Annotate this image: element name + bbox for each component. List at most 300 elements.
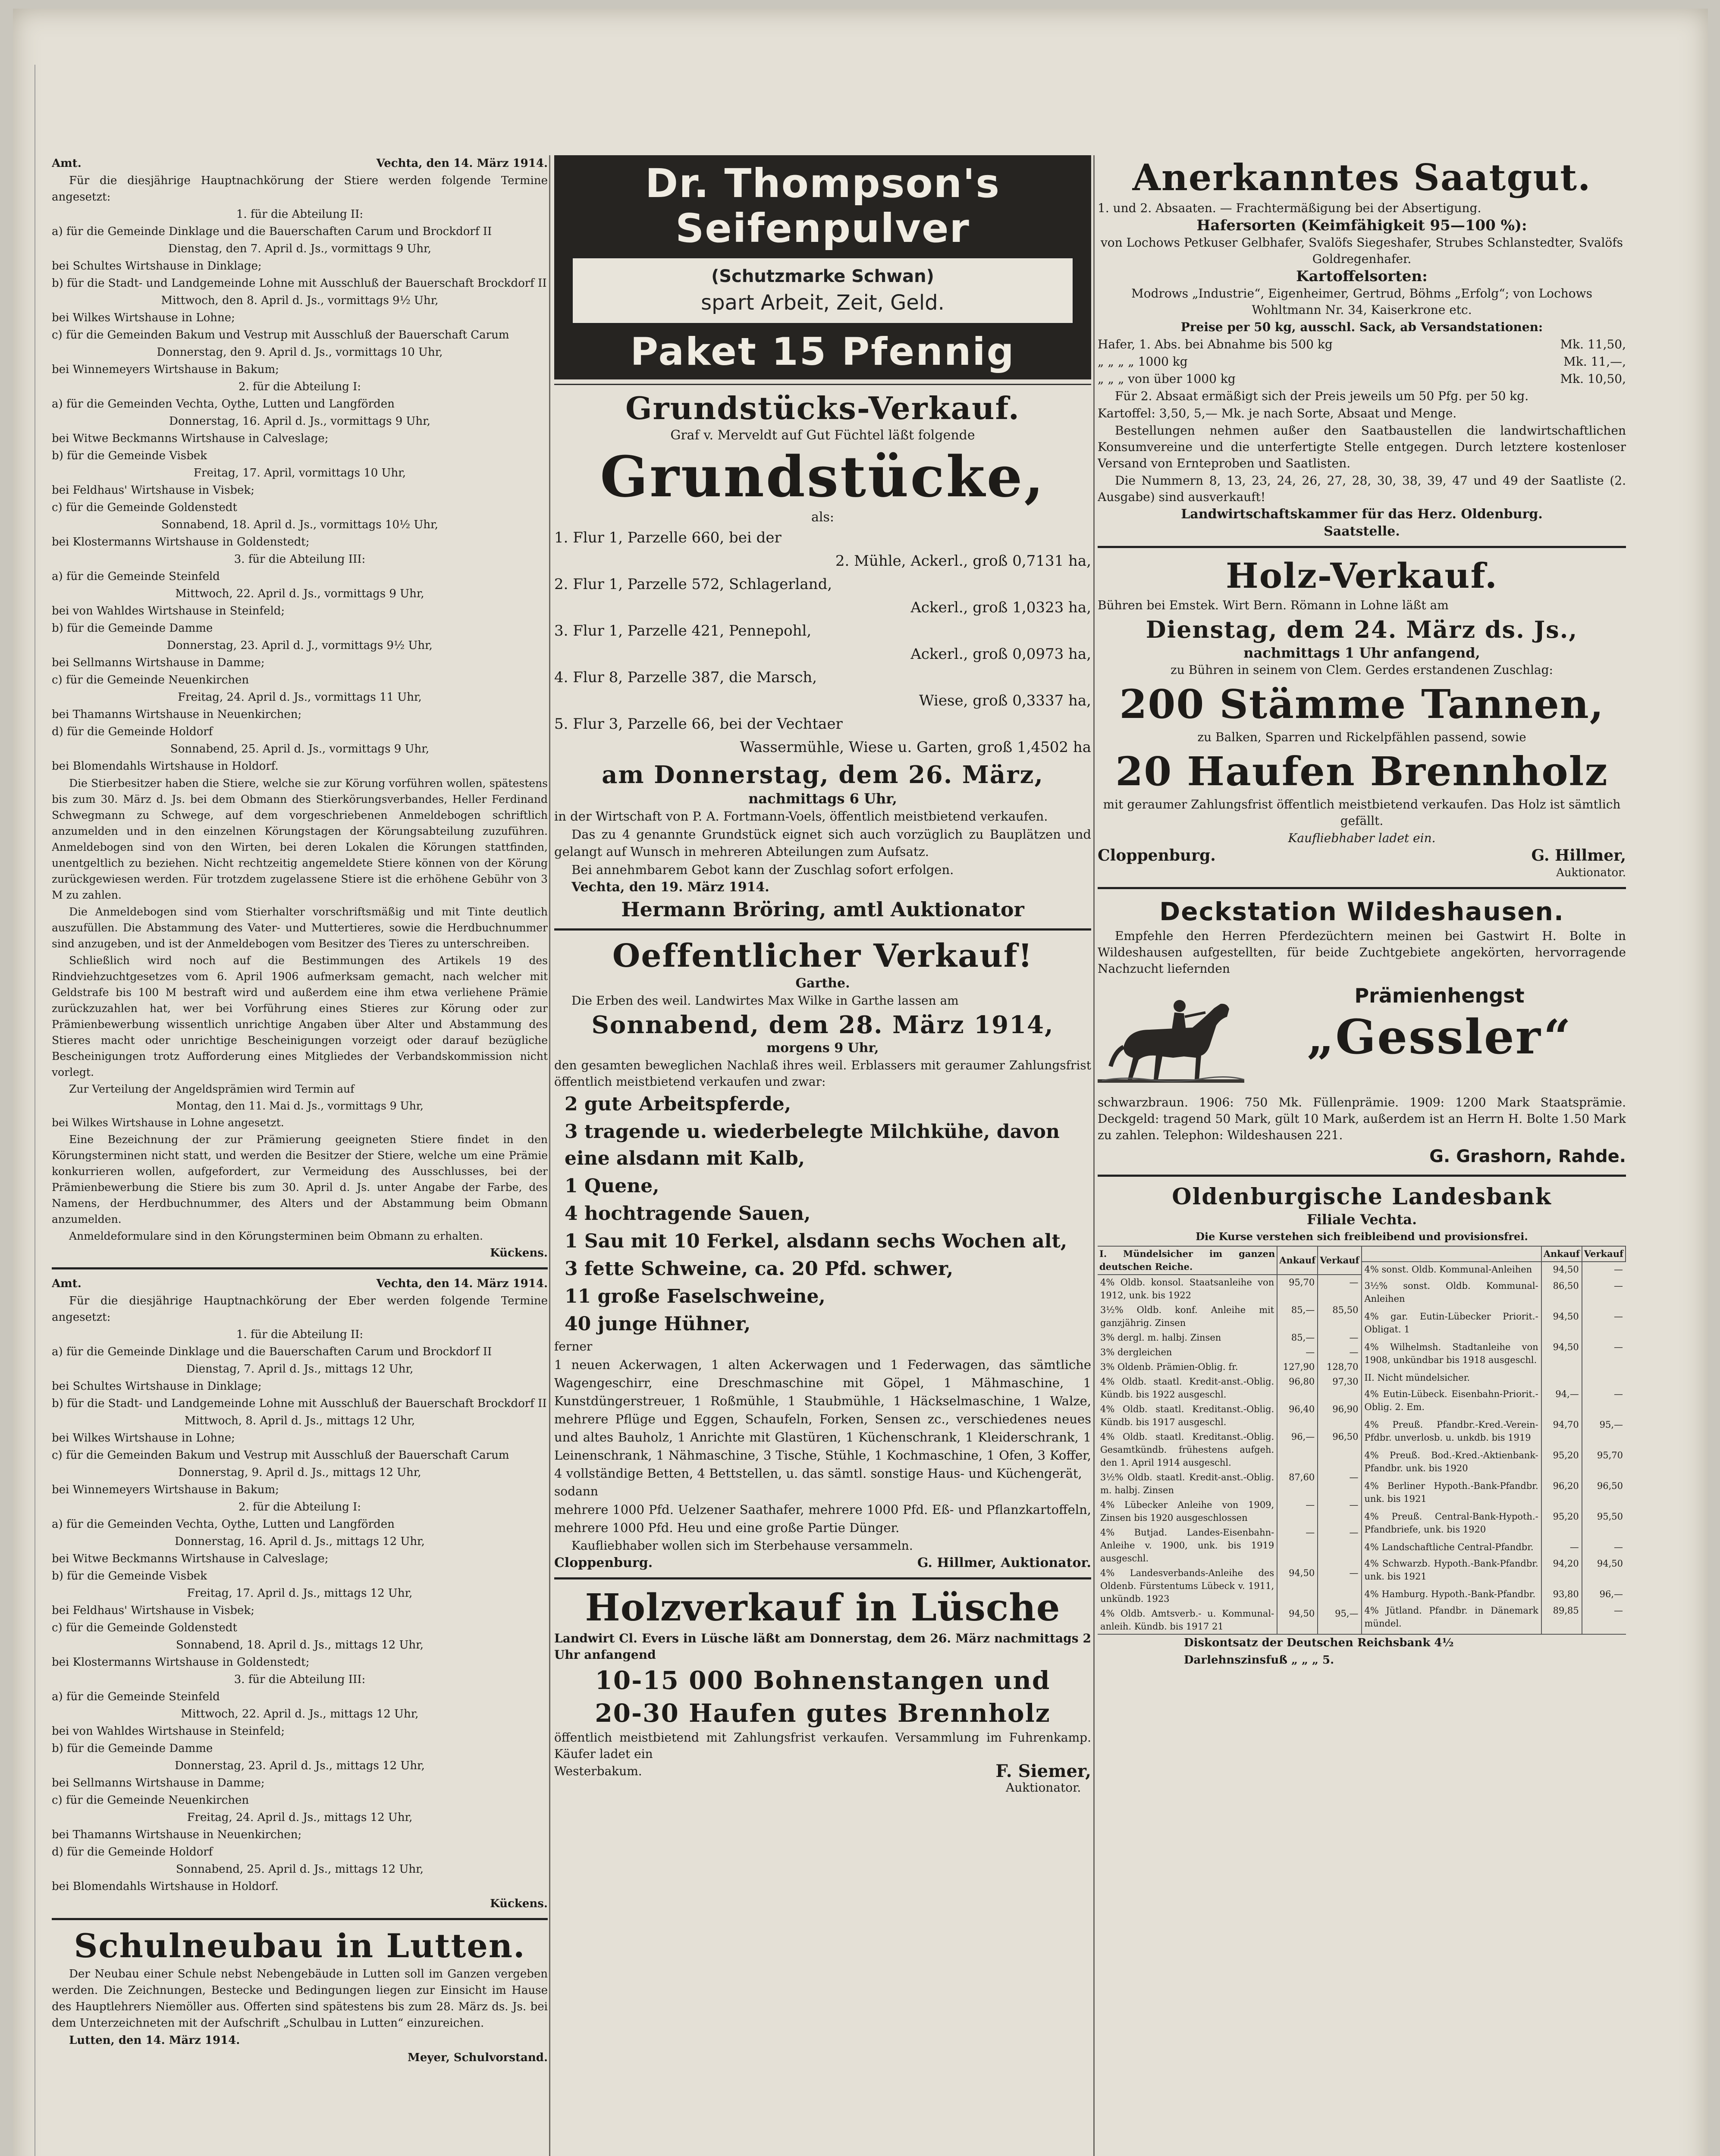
entry-date: Donnerstag, 9. April d. Js., mittags 12 Uhr, [178, 1466, 421, 1479]
ad-place: Cloppenburg. [1098, 846, 1216, 865]
rate-sell: 128,70 [1327, 1362, 1359, 1372]
rate-sell: — [1614, 1280, 1623, 1291]
notice-office: Amt. [52, 157, 82, 170]
rate-sell: — [1349, 1568, 1359, 1578]
rate-buy: — [1277, 1525, 1318, 1566]
rate-sell: 94,50 [1597, 1558, 1623, 1569]
rate-name: 3% dergleichen [1098, 1345, 1277, 1360]
rate-buy: 96,80 [1277, 1374, 1318, 1402]
entry-place: bei Feldhaus' Wirtshause in Visbek; [52, 1604, 254, 1617]
rate-sell: — [1349, 1332, 1359, 1343]
ad-body: Bestellungen nehmen außer den Saatbaustellen die landwirtschaftlichen Konsumvereine und die unterfertigte Stelle entgegen. Durch letztere kostenloser Versand von Ernteproben und Saatlisten. [1098, 423, 1626, 470]
ad-word: sodann [554, 1484, 598, 1498]
ad-headline: 200 Stämme Tannen, [1119, 681, 1604, 727]
rate-row [1362, 1509, 1626, 1540]
rate-name: 4% sonst. Oldb. Kommunal-Anleihen [1362, 1262, 1541, 1279]
rate-sell: — [1614, 1605, 1623, 1616]
newspaper-page [13, 9, 1708, 2156]
ad-signature: Landwirtschaftskammer für das Herz. Oldenburg. [1181, 507, 1543, 522]
rate-name: 4% Schwarzb. Hypoth.-Bank-Pfandbr. unk. bis 1921 [1362, 1556, 1541, 1587]
notice-office: Amt. [52, 1277, 82, 1290]
entry-place: bei Blomendahls Wirtshause in Holdorf. [52, 760, 279, 773]
sale-item: 4 hochtragende Sauen, [565, 1203, 811, 1225]
notice-date: Vechta, den 14. März 1914. [376, 157, 548, 170]
notice-signature: Kückens. [490, 1897, 548, 1910]
entry-date: Donnerstag, 16. April d. Js., vormittags 9 Uhr, [169, 415, 431, 428]
rate-sell: 95,— [1335, 1608, 1359, 1619]
entry-place: bei Klostermanns Wirtshause in Goldenstedt; [52, 1656, 310, 1669]
rate-row [1098, 1303, 1362, 1330]
entry: a) für die Gemeinde Steinfeld [52, 1690, 220, 1703]
entry-date: Mittwoch, 22. April d. Js., mittags 12 Uhr, [181, 1708, 419, 1720]
price-label: „ „ „ von über 1000 kg [1098, 372, 1236, 386]
ad-signature: F. Siemer, [995, 1761, 1091, 1781]
rate-buy: 94,— [1541, 1387, 1582, 1417]
entry: a) für die Gemeinde Dinklage und die Bauerschaften Carum und Brockdorf II [52, 1345, 492, 1358]
rate-buy: 87,60 [1277, 1470, 1318, 1498]
rate-buy: 96,40 [1277, 1402, 1318, 1429]
divider [52, 1267, 548, 1269]
parcel-detail: Wiese, groß 0,3337 ha, [919, 692, 1091, 709]
rates-header-name: I. Mündelsicher im ganzen deutschen Reiche. [1098, 1247, 1277, 1275]
ad-body: Das zu 4 genannte Grundstück eignet sich auch vorzüglich zu Bauplätzen und gelangt auf Wunsch in mehreren Abteilungen zum Aufsatz. [554, 827, 1091, 859]
parcel-line: 2. Flur 1, Parzelle 572, Schlagerland, [554, 576, 832, 593]
section-heading: 1. für die Abteilung II: [236, 1328, 364, 1341]
rate-sell: — [1349, 1472, 1359, 1482]
notice-body: Eine Bezeichnung der zur Prämierung geeigneten Stiere findet in den Körungsterminen nicht statt, und werden die Besitzer der Stiere, welche um eine Prämie konkurrieren wollen, aufgefordert, zur Vermeidung des Ausschlusses, bei der Prämienbewerbung die Stiere bis zum 30. April d. Js. unter Angabe der Farbe, des Namens, der Herdbuchnummer, des Alters und der Abstammung beim Obmann anzumelden. [52, 1133, 548, 1225]
price-row [1098, 371, 1626, 387]
ad-signature-sub: Saatstelle. [1324, 524, 1400, 539]
rate-sell: — [1349, 1527, 1359, 1538]
entry: c) für die Gemeinde Neuenkirchen [52, 674, 249, 686]
rate-name: 4% Oldb. staatl. Kreditanst.-Oblig. Gesamtkündb. frühestens aufgeh. den 1. April 1914 ausgeschl. [1098, 1429, 1277, 1470]
parcel-line: 1. Flur 1, Parzelle 660, bei der [554, 529, 782, 546]
ad-body: öffentlich meistbietend mit Zahlungsfrist verkaufen. Versammlung im Fuhrenkamp. Käufer ladet ein [554, 1730, 1091, 1761]
rate-buy: 93,80 [1541, 1587, 1582, 1603]
entry-place: bei Schultes Wirtshause in Dinklage; [52, 260, 262, 273]
rate-sell: 85,50 [1332, 1305, 1359, 1315]
price-value: Mk. 11,—, [1563, 354, 1626, 369]
rate-name: 4% Hamburg. Hypoth.-Bank-Pfandbr. [1362, 1587, 1541, 1603]
entry-place: bei von Wahldes Wirtshause in Steinfeld; [52, 605, 285, 617]
ad-body: mehrere 1000 Pfd. Uelzener Saathafer, mehrere 1000 Pfd. Eß- und Pflanzkartoffeln, mehrere 1000 Pfd. Heu und eine große Partie Dünger. [554, 1502, 1091, 1535]
price-label: „ „ „ „ 1000 kg [1098, 354, 1188, 369]
entry-place: bei Wilkes Wirtshause in Lohne; [52, 311, 235, 324]
rate-name: 4% Jütland. Pfandbr. in Dänemark mündel. [1362, 1603, 1541, 1634]
notice-date: Vechta, den 14. März 1914. [376, 1277, 548, 1290]
rate-row [1098, 1525, 1362, 1566]
rate-buy: 85,— [1277, 1303, 1318, 1330]
ad-signature: G. Grashorn, Rahde. [1429, 1147, 1626, 1166]
rate-row [1098, 1345, 1362, 1360]
rate-name: 4% Preuß. Central-Bank-Hypoth.-Pfandbriefe, unk. bis 1920 [1362, 1509, 1541, 1540]
ad-deckstation [1098, 895, 1626, 1169]
rates-header-name [1362, 1247, 1541, 1262]
rate-name: 4% Oldb. staatl. Kredit-anst.-Oblig. Kündb. bis 1922 ausgeschl. [1098, 1374, 1277, 1402]
rate-sell: 95,70 [1597, 1450, 1623, 1460]
rate-row [1362, 1417, 1626, 1448]
entry: b) für die Stadt- und Landgemeinde Lohne mit Ausschluß der Bauerschaft Brockdorf II [52, 1397, 547, 1410]
rate-row [1098, 1498, 1362, 1525]
rate-buy: 94,50 [1541, 1262, 1582, 1279]
ad-holzverkauf-luesche [554, 1586, 1091, 1796]
ad-intro: Graf v. Merveldt auf Gut Füchtel läßt folgende [670, 428, 975, 443]
ad-body: von Lochows Petkuser Gelbhafer, Svalöfs Siegeshafer, Strubes Schlanstedter, Svalöfs Goldregenhafer. [1100, 235, 1623, 266]
ad-body: zu Balken, Sparren und Rickelpfählen passend, sowie [1197, 730, 1526, 744]
parcel-line: 5. Flur 3, Parzelle 66, bei der Vechtaer [554, 715, 843, 733]
rate-sell: 95,50 [1597, 1511, 1623, 1522]
entry: b) für die Gemeinde Visbek [52, 1570, 207, 1583]
entry-date: Mittwoch, den 8. April d. Js., vormittags 9½ Uhr, [161, 294, 439, 307]
discount-rate: Diskontsatz der Deutschen Reichsbank 4½ [1184, 1636, 1454, 1649]
rate-buy: 94,50 [1541, 1309, 1582, 1340]
rate-sell: — [1614, 1311, 1623, 1322]
entry-place: bei Feldhaus' Wirtshause in Visbek; [52, 484, 254, 497]
rate-sell: 96,50 [1332, 1432, 1359, 1442]
entry: a) für die Gemeinden Vechta, Oythe, Lutten und Langförden [52, 398, 395, 411]
sale-item: 3 tragende u. wiederbelegte Milchkühe, davon eine alsdann mit Kalb, [565, 1121, 1060, 1169]
notice-intro: Für die diesjährige Hauptnachkörung der Eber werden folgende Termine angesetzt: [52, 1294, 548, 1324]
rates-header-buy: Ankauf [1541, 1247, 1582, 1262]
ad-saatgut [1098, 155, 1626, 540]
entry-place: bei Blomendahls Wirtshause in Holdorf. [52, 1880, 279, 1893]
entry-date: Donnerstag, 23. April d. Js., mittags 12 Uhr, [175, 1759, 425, 1772]
ad-time: nachmittags 1 Uhr anfangend, [1243, 645, 1480, 661]
rate-sell: — [1349, 1277, 1359, 1288]
rate-sell: 96,90 [1332, 1404, 1359, 1414]
entry-place: bei Witwe Beckmanns Wirtshause in Calveslage; [52, 1552, 329, 1565]
section-heading: 3. für die Abteilung III: [234, 553, 366, 566]
ad-place: Cloppenburg. [554, 1555, 653, 1570]
rate-sell: 96,50 [1597, 1481, 1623, 1492]
rate-row [1098, 1374, 1362, 1402]
sale-item: 3 fette Schweine, ca. 20 Pfd. schwer, [565, 1258, 954, 1280]
ad-holz-verkauf [1098, 554, 1626, 881]
rates-header-sell: Verkauf [1582, 1247, 1626, 1262]
ad-date: Lutten, den 14. März 1914. [69, 2034, 240, 2047]
rate-sell: 96,— [1599, 1589, 1623, 1600]
ad-als: als: [811, 510, 834, 525]
ad-body: Für 2. Absaat ermäßigt sich der Preis jeweils um 50 Pfg. per 50 kg. [1115, 389, 1529, 403]
rate-name: 4% Oldb. Amtsverb.- u. Kommunal-anleih. Kündb. bis 1917 21 [1098, 1606, 1277, 1634]
rate-row [1362, 1387, 1626, 1417]
price-row [1098, 336, 1626, 353]
entry-date: Freitag, 17. April, vormittags 10 Uhr, [193, 467, 406, 479]
price-label: Hafer, 1. Abs. bei Abnahme bis 500 kg [1098, 337, 1333, 351]
ad-landesbank [1098, 1183, 1626, 1668]
entry: a) für die Gemeinde Steinfeld [52, 570, 220, 583]
rate-buy: 94,50 [1541, 1340, 1582, 1370]
rate-name: 4% Landesverbands-Anleihe des Oldenb. Fürstentums Lübeck v. 1911, unkündb. 1923 [1098, 1566, 1277, 1606]
ad-body: Kaufliebhaber ladet ein. [1288, 831, 1436, 845]
rate-row [1362, 1309, 1626, 1340]
ad-body: schwarzbraun. 1906: 750 Mk. Füllenprämie. 1909: 1200 Mark Staatsprämie. Deckgeld: tragend 50 Mark, gült 10 Mark, außerdem ist an Herrn H. Bolte 1.50 Mark zu zahlen. Telephon: Wildeshausen 221. [1098, 1095, 1626, 1142]
rate-buy: 127,90 [1277, 1360, 1318, 1374]
entry-date: Freitag, 24. April d. Js., vormittags 11 Uhr, [178, 691, 422, 704]
notice-signature: Kückens. [490, 1247, 548, 1260]
ad-date: Sonnabend, dem 28. März 1914, [591, 1011, 1054, 1039]
ad-body: Kartoffel: 3,50, 5,— Mk. je nach Sorte, Absaat und Menge. [1098, 406, 1457, 420]
ad-body: Der Neubau einer Schule nebst Nebengebäude in Lutten soll im Ganzen vergeben werden. Die Zeichnungen, Bestecke und Bedingungen liegen zur Einsicht im Hause des Hauptlehrers Niemöller aus. Offerten sind spätestens bis zum 28. März ds. Js. bei dem Unterzeichneten mit der Aufschrift „Schulbau in Lutten“ einzureichen. [52, 1968, 548, 2030]
rate-sell: — [1349, 1500, 1359, 1510]
entry-date: Sonnabend, 18. April d. Js., vormittags 10½ Uhr, [161, 518, 438, 531]
notice-body: Die Stierbesitzer haben die Stiere, welche sie zur Körung vorführen wollen, spätestens bis zum 30. März d. Js. bei dem Obmann des Stierkörungsverbandes, Heller Ferdinand Schwegmann zu Schwege, auf dem vorgeschriebenen Anmeldebogen schriftlich anzumelden und in den einzelnen Körungstagen der Körungsabteilung zuzuführen. Anmeldebogen sind von den Wirten, bei deren Lokalen die Körungen stattfinden, unentgeltlich zu beziehen. Nicht rechtzeitig angemeldete Stiere können von der Körung zurückgewiesen werden. Für trotzdem zugelassene Stiere ist die erhöhene Gebühr von 3 M zu zahlen. [52, 777, 548, 901]
entry-date: Dienstag, 7. April d. Js., mittags 12 Uhr, [186, 1363, 414, 1376]
entry: c) für die Gemeinde Goldenstedt [52, 1621, 237, 1634]
entry-place: bei Wilkes Wirtshause in Lohne angesetzt. [52, 1116, 284, 1129]
divider [52, 1918, 548, 1920]
ad-schulneubau [52, 1926, 548, 2066]
rates-table-left [1098, 1247, 1362, 1634]
entry-date: Donnerstag, den 9. April d. Js., vormittags 10 Uhr, [157, 346, 443, 359]
price-value: Mk. 11,50, [1560, 337, 1626, 351]
entry: a) für die Gemeinde Dinklage und die Bauerschaften Carum und Brockdorf II [52, 225, 492, 238]
entry-place: bei Klostermanns Wirtshause in Goldenstedt; [52, 536, 310, 548]
entry: c) für die Gemeinde Goldenstedt [52, 501, 237, 514]
rate-name: 4% Landschaftliche Central-Pfandbr. [1362, 1540, 1541, 1556]
rate-name: 3% Oldenb. Prämien-Oblig. fr. [1098, 1360, 1277, 1374]
rates-header-buy: Ankauf [1277, 1247, 1318, 1275]
sale-item: 1 Sau mit 10 Ferkel, alsdann sechs Wochen alt, [565, 1230, 1067, 1252]
entry-date: Sonnabend, 25. April d. Js., vormittags 9 Uhr, [170, 743, 430, 755]
ad-product: Seifenpulver [675, 205, 970, 251]
divider [1098, 887, 1626, 889]
entry-date: Freitag, 24. April d. Js., mittags 12 Uhr, [187, 1811, 413, 1824]
rate-name: 3½% Oldb. konf. Anleihe mit ganzjährig. Zinsen [1098, 1303, 1277, 1330]
rate-name: II. Nicht mündelsicher. [1362, 1370, 1541, 1387]
rate-row [1098, 1606, 1362, 1634]
price-row [1098, 354, 1626, 370]
ad-body: Kaufliebhaber wollen sich im Sterbehause versammeln. [571, 1539, 913, 1553]
entry-place: bei Thamanns Wirtshause in Neuenkirchen; [52, 1828, 302, 1841]
parcel-detail: 2. Mühle, Ackerl., groß 0,7131 ha, [835, 552, 1091, 570]
notice-body: Die Anmeldebogen sind vom Stierhalter vorschriftsmäßig und mit Tinte deutlich auszufüllen. Die Abstammung des Vater- und Muttertieres, sowie die Herdbuchnummer sind anzugeben, und ist der Anmeldebogen vom Besitzer des Tieres zu unterschreiben. [52, 906, 548, 950]
ad-seifenpulver [554, 155, 1091, 379]
ad-signature: G. Hillmer, Auktionator. [917, 1555, 1091, 1570]
ad-title: Holz-Verkauf. [1226, 555, 1498, 596]
entry: b) für die Stadt- und Landgemeinde Lohne mit Ausschluß der Bauerschaft Brockdorf II [52, 277, 547, 290]
ad-body: Empfehle den Herren Pferdezüchtern meinen bei Gastwirt H. Bolte in Wildeshausen aufgestellten, für beide Zuchtgebiete angekörten, hervorragende Nachzucht liefernden [1098, 929, 1626, 976]
rate-row [1362, 1587, 1626, 1603]
rates-header-sell: Verkauf [1318, 1247, 1361, 1275]
entry: d) für die Gemeinde Holdorf [52, 1846, 213, 1858]
rate-buy: 95,20 [1541, 1448, 1582, 1479]
ad-body: 1 neuen Ackerwagen, 1 alten Ackerwagen und 1 Federwagen, das sämtliche Wagengeschirr, eine Dreschmaschine mit Göpel, 1 Mähmaschine, 1 Kunstdüngerstreuer, 1 Roßmühle, 1 Staubmühle, 1 Häckselmaschine, 1 Walze, mehrere Pflüge und Eggen, Schaufeln, Forken, Sensen zc., verschiedenes neues und altes Bauholz, 1 Anrichte mit Glastüren, 1 Küchenschrank, 1 Kleiderschrank, 1 Leinenschrank, 1 Nähmaschine, 3 Tische, Stühle, 1 Kochmaschine, 1 Ofen, 3 Koffer, 4 vollständige Betten, 4 Bettstellen, u. das sämtl. sonstige Haus- und Küchengerät, [554, 1357, 1091, 1481]
price-list [1098, 336, 1626, 387]
entry-place: bei Winnemeyers Wirtshause in Bakum; [52, 1483, 279, 1496]
ad-price: Paket 15 Pfennig [630, 329, 1015, 374]
ad-line: 1. und 2. Absaaten. — Frachtermäßigung bei der Absertigung. [1098, 201, 1481, 215]
rate-name: 3% dergl. m. halbj. Zinsen [1098, 1330, 1277, 1345]
ad-body: Die Nummern 8, 13, 23, 24, 26, 27, 28, 30, 38, 39, 47 und 49 der Saatliste (2. Ausgabe) sind ausverkauft! [1098, 473, 1626, 504]
divider [1098, 1175, 1626, 1177]
rate-name: 4% gar. Eutin-Lübecker Priorit.-Obligat. 1 [1362, 1309, 1541, 1340]
rate-sell: — [1614, 1342, 1623, 1353]
rate-name: 4% Preuß. Bod.-Kred.-Aktienbank-Pfandbr. unk. bis 1920 [1362, 1448, 1541, 1479]
entry: c) für die Gemeinden Bakum und Vestrup mit Ausschluß der Bauerschaft Carum [52, 329, 509, 342]
notice-intro: Für die diesjährige Hauptnachkörung der Stiere werden folgende Termine angesetzt: [52, 174, 548, 204]
rate-buy: 94,50 [1277, 1606, 1318, 1634]
parcel-line: 3. Flur 1, Parzelle 421, Pennepohl, [554, 622, 812, 639]
ad-subheading: Kartoffelsorten: [1296, 268, 1428, 285]
rate-name: 4% Preuß. Pfandbr.-Kred.-Verein-Pfdbr. unverlosb. u. unkdb. bis 1919 [1362, 1417, 1541, 1448]
ad-trademark: (Schutzmarke Schwan) [711, 266, 934, 286]
entry-place: bei Sellmanns Wirtshause in Damme; [52, 656, 265, 669]
parcel-detail: Ackerl., groß 1,0323 ha, [910, 599, 1091, 616]
notice-eber-koerung [52, 1275, 548, 1912]
ad-place: Westerbakum. [554, 1764, 642, 1778]
section-heading: 3. für die Abteilung III: [234, 1673, 366, 1686]
page-binding-edge [13, 65, 35, 2156]
rate-buy: — [1277, 1345, 1318, 1360]
ad-subtitle: Garthe. [795, 976, 850, 991]
horse-with-rider-illustration [1098, 982, 1244, 1090]
rate-sell: — [1614, 1264, 1623, 1275]
ad-note: Die Kurse verstehen sich freibleibend und provisionsfrei. [1196, 1230, 1528, 1243]
rate-sell: — [1614, 1388, 1623, 1399]
rate-sell: — [1614, 1542, 1623, 1553]
entry-date: Montag, den 11. Mai d. Js., vormittags 9 Uhr, [176, 1100, 424, 1112]
ad-inner-box [571, 257, 1074, 324]
ad-brand: Dr. Thompson's [645, 160, 1001, 207]
ad-body: in der Wirtschaft von P. A. Fortmann-Voels, öffentlich meistbietend verkaufen. [554, 809, 1048, 824]
section-heading: 2. für die Abteilung I: [238, 380, 361, 393]
column-left [52, 155, 548, 2156]
ad-body: zu Bühren in seinem von Clem. Gerdes erstandenen Zuschlag: [1171, 663, 1553, 677]
rate-name: 4% Oldb. konsol. Staatsanleihe von 1912, unk. bis 1922 [1098, 1275, 1277, 1303]
column-right [1098, 155, 1626, 2156]
ad-time: nachmittags 6 Uhr, [748, 790, 897, 807]
ad-title: Holzverkauf in Lüsche [585, 1586, 1061, 1630]
ad-signature: G. Hillmer, [1531, 846, 1626, 865]
ad-title: Oldenburgische Landesbank [1172, 1184, 1552, 1210]
ad-intro: Landwirt Cl. Evers in Lüsche läßt am Donnerstag, dem 26. März nachmittags 2 Uhr anfangend [554, 1631, 1091, 1662]
entry-date: Mittwoch, 22. April d. Js., vormittags 9 Uhr, [175, 587, 424, 600]
ad-item: 10-15 000 Bohnenstangen und [595, 1666, 1051, 1695]
rate-buy: — [1277, 1498, 1318, 1525]
divider [554, 928, 1091, 931]
ad-signature-role: Auktionator. [1556, 866, 1626, 879]
ad-title: Oeffentlicher Verkauf! [612, 937, 1033, 975]
rate-sell: 95,— [1599, 1419, 1623, 1430]
rate-name: 4% Eutin-Lübeck. Eisenbahn-Priorit.-Oblig. 2. Em. [1362, 1387, 1541, 1417]
entry-date: Sonnabend, 18. April d. Js., mittags 12 Uhr, [176, 1639, 424, 1651]
rate-buy: 85,— [1277, 1330, 1318, 1345]
column-divider [549, 155, 550, 2156]
ad-oeffentlicher-verkauf [554, 937, 1091, 1571]
ad-signature-role: Auktionator. [1006, 1780, 1081, 1795]
notice-body: Anmeldeformulare sind in den Körungsterminen beim Obmann zu erhalten. [69, 1230, 483, 1242]
rate-row [1098, 1429, 1362, 1470]
sale-item: 1 Quene, [565, 1175, 659, 1197]
ad-subheading: Hafersorten (Keimfähigkeit 95—100 %): [1196, 217, 1527, 234]
rate-buy: 95,20 [1541, 1509, 1582, 1540]
rate-row [1098, 1330, 1362, 1345]
entry: b) für die Gemeinde Damme [52, 622, 213, 635]
rate-row [1098, 1566, 1362, 1606]
ad-subtitle: Filiale Vechta. [1306, 1211, 1417, 1228]
price-value: Mk. 10,50, [1560, 372, 1626, 386]
entry-place: bei Sellmanns Wirtshause in Damme; [52, 1777, 265, 1789]
sale-item-list [554, 1091, 1091, 1338]
column-middle [554, 155, 1091, 2156]
entry-place: bei Thamanns Wirtshause in Neuenkirchen; [52, 708, 302, 721]
ad-title: Grundstücks-Verkauf. [625, 390, 1020, 426]
rate-row [1362, 1340, 1626, 1370]
rate-row [1098, 1470, 1362, 1498]
rate-name: 4% Berliner Hypoth.-Bank-Pfandbr. unk. bis 1921 [1362, 1479, 1541, 1509]
ad-subheading: Preise per 50 kg, ausschl. Sack, ab Versandstationen: [1180, 320, 1543, 334]
sale-item: 11 große Faselschweine, [565, 1285, 825, 1307]
parcel-list [554, 526, 1091, 758]
entry-date: Sonnabend, 25. April d. Js., mittags 12 Uhr, [176, 1863, 424, 1876]
rate-name: 4% Wilhelmsh. Stadtanleihe von 1908, unkündbar bis 1918 ausgeschl. [1362, 1340, 1541, 1370]
entry: c) für die Gemeinden Bakum und Vestrup mit Ausschluß der Bauerschaft Carum [52, 1449, 509, 1462]
rate-row [1098, 1275, 1362, 1303]
entry-place: bei Winnemeyers Wirtshause in Bakum; [52, 363, 279, 376]
rate-buy [1541, 1370, 1582, 1387]
sale-item: 2 gute Arbeitspferde, [565, 1093, 791, 1115]
ad-signature: Hermann Bröring, amtl Auktionator [621, 898, 1024, 921]
rate-name: 4% Oldb. staatl. Kreditanst.-Oblig. Kündb. bis 1917 ausgeschl. [1098, 1402, 1277, 1429]
rate-name: 3½% Oldb. staatl. Kredit-anst.-Oblig. m. halbj. Zinsen [1098, 1470, 1277, 1498]
rate-row [1098, 1360, 1362, 1374]
rate-buy: 96,20 [1541, 1479, 1582, 1509]
ad-intro: Bühren bei Emstek. Wirt Bern. Römann in Lohne läßt am [1098, 598, 1449, 612]
divider [554, 384, 1091, 385]
entry-date: Donnerstag, 16. April d. Js., mittags 12 Uhr, [175, 1535, 425, 1548]
ad-headline: 20 Haufen Brennholz [1115, 748, 1608, 795]
rate-sell: 97,30 [1332, 1376, 1359, 1387]
divider [554, 1577, 1091, 1579]
ad-time: morgens 9 Uhr, [766, 1040, 879, 1056]
entry-date: Dienstag, den 7. April d. Js., vormittags 9 Uhr, [168, 242, 432, 255]
ad-title: Anerkanntes Saatgut. [1132, 156, 1591, 199]
rate-buy: 94,20 [1541, 1556, 1582, 1587]
entry-date: Donnerstag, 23. April d. J., vormittags 9½ Uhr, [167, 639, 433, 652]
rate-buy: — [1541, 1540, 1582, 1556]
entry-place: bei Wilkes Wirtshause in Lohne; [52, 1432, 235, 1445]
rate-row [1098, 1402, 1362, 1429]
ad-title: Deckstation Wildeshausen. [1159, 897, 1564, 926]
rate-row [1362, 1279, 1626, 1309]
ad-signature: Meyer, Schulvorstand. [408, 2051, 548, 2064]
parcel-detail: Wassermühle, Wiese u. Garten, groß 1,4502 ha [740, 739, 1091, 756]
ad-item: 20-30 Haufen gutes Brennholz [595, 1698, 1051, 1728]
entry: a) für die Gemeinden Vechta, Oythe, Lutten und Langförden [52, 1518, 395, 1531]
notice-body: Zur Verteilung der Angeldsprämien wird Termin auf [69, 1083, 355, 1095]
section-heading: 1. für die Abteilung II: [236, 208, 364, 221]
rate-row [1362, 1540, 1626, 1556]
entry: c) für die Gemeinde Neuenkirchen [52, 1794, 249, 1807]
entry: b) für die Gemeinde Visbek [52, 449, 207, 462]
ad-grundstuecks-verkauf [554, 389, 1091, 922]
parcel-line: 4. Flur 8, Parzelle 387, die Marsch, [554, 669, 817, 686]
column-divider [1093, 155, 1095, 2156]
entry: b) für die Gemeinde Damme [52, 1742, 213, 1755]
ad-label: Prämienhengst [1354, 984, 1525, 1007]
ad-date: am Donnerstag, dem 26. März, [602, 761, 1044, 789]
ad-body: den gesamten beweglichen Nachlaß ihres weil. Erblassers mit geraumer Zahlungsfrist öffentlich meistbietend verkaufen und zwar: [554, 1058, 1091, 1089]
entry-date: Freitag, 17. April d. Js., mittags 12 Uhr, [187, 1587, 413, 1600]
section-heading: 2. für die Abteilung I: [238, 1501, 361, 1514]
entry-place: bei von Wahldes Wirtshause in Steinfeld; [52, 1725, 285, 1738]
rate-row [1362, 1603, 1626, 1634]
rates-table-right [1362, 1247, 1626, 1634]
rate-sell: — [1349, 1347, 1359, 1357]
ad-intro: Die Erben des weil. Landwirtes Max Wilke in Garthe lassen am [571, 993, 959, 1008]
loan-rate: Darlehnszinsfuß „ „ „ 5. [1184, 1654, 1334, 1667]
